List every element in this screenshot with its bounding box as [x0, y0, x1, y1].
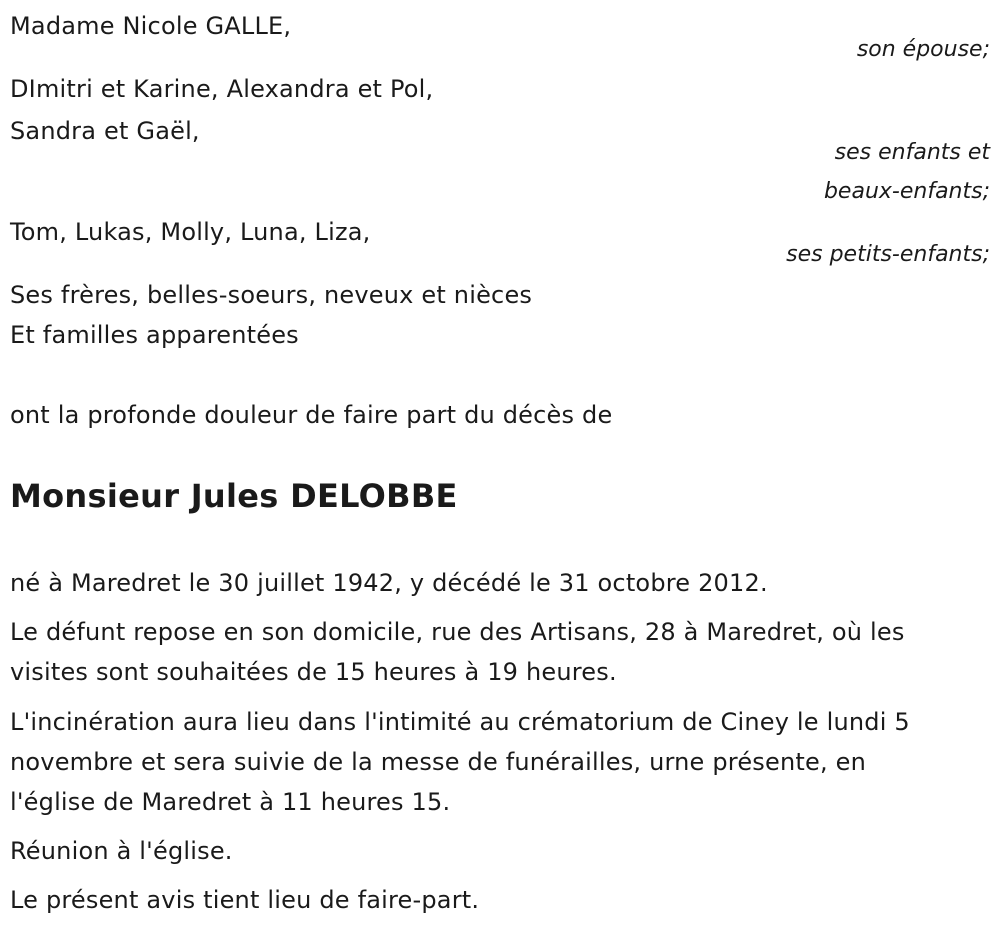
siblings-line-2: Et familles apparentées [10, 321, 299, 349]
children-role-line-2: beaux-enfants; [823, 179, 990, 204]
ceremony-paragraph [10, 702, 990, 822]
announcement-intro: ont la profonde douleur de faire part du décès de [10, 401, 613, 429]
ceremony-line-1: L'incinération aura lieu dans l'intimité au crématorium de Ciney le lundi 5 [10, 708, 910, 736]
siblings-line-1: Ses frères, belles-soeurs, neveux et nièces [10, 281, 533, 309]
ceremony-line-3: l'église de Maredret à 11 heures 15. [10, 788, 451, 816]
birth-death-dates: né à Maredret le 30 juillet 1942, y décédé le 31 octobre 2012. [10, 569, 768, 597]
spouse-name: Madame Nicole GALLE, [10, 12, 292, 40]
grandchildren-role: ses petits-enfants; [786, 242, 990, 267]
notice-footer: Le présent avis tient lieu de faire-part. [10, 886, 480, 914]
children-names-line-2: Sandra et Gaël, [10, 117, 200, 145]
spouse-role: son épouse; [856, 37, 990, 62]
children-names-line-1: DImitri et Karine, Alexandra et Pol, [10, 75, 434, 103]
obituary-notice [10, 0, 990, 935]
ceremony-line-2: novembre et sera suivie de la messe de funérailles, urne présente, en [10, 748, 866, 776]
children-role-line-1: ses enfants et [834, 140, 990, 165]
visitation-paragraph [10, 612, 990, 692]
visitation-line-1: Le défunt repose en son domicile, rue des Artisans, 28 à Maredret, où les [10, 618, 905, 646]
deceased-name: Monsieur Jules DELOBBE [10, 477, 458, 515]
grandchildren-names: Tom, Lukas, Molly, Luna, Liza, [10, 218, 371, 246]
visitation-line-2: visites sont souhaitées de 15 heures à 19 heures. [10, 658, 617, 686]
reunion-note: Réunion à l'église. [10, 837, 233, 865]
